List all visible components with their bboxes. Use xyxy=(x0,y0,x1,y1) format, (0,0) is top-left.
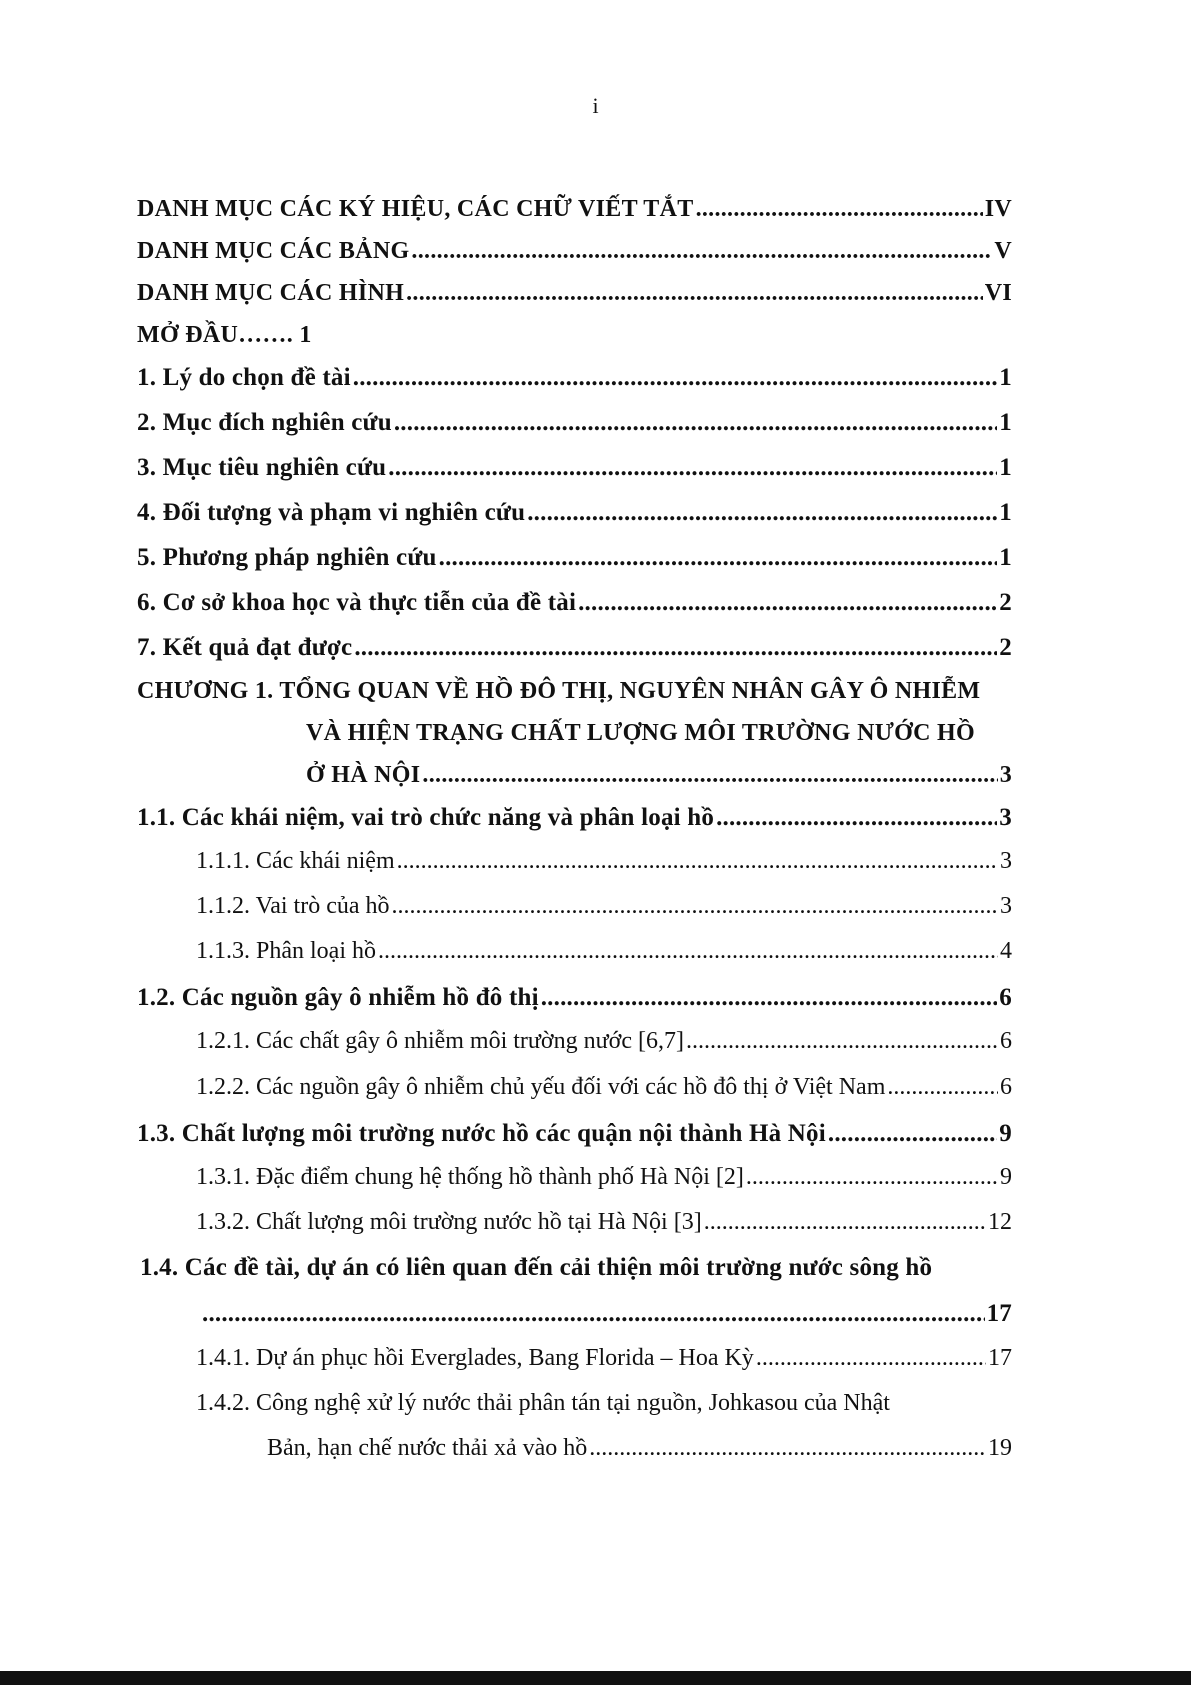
toc-entry-page: 3 xyxy=(1000,848,1012,874)
toc-entry-tables[interactable] xyxy=(137,238,1012,265)
toc-entry-text: 7. Kết quả đạt được xyxy=(137,634,353,661)
toc-entry-page: 6 xyxy=(1000,1074,1012,1100)
toc-entry-text: 1.2. Các nguồn gây ô nhiễm hồ đô thị xyxy=(137,984,539,1011)
dot-leader xyxy=(354,634,997,662)
toc-entry-text: 2. Mục đích nghiên cứu xyxy=(137,409,392,436)
dot-leader xyxy=(756,1345,986,1372)
toc-entry-text: Ở HÀ NỘI xyxy=(306,762,421,788)
toc-entry-1-4-end[interactable] xyxy=(200,1300,1012,1328)
toc-entry-chapter-1-cont xyxy=(306,720,1012,747)
toc-entry-page: 3 xyxy=(999,804,1012,831)
toc-entry-intro-5[interactable] xyxy=(137,544,1012,572)
toc-entry-page: V xyxy=(994,238,1012,264)
dot-leader xyxy=(397,848,998,875)
toc-entry-intro-1[interactable] xyxy=(137,364,1012,392)
toc-entry-page: 1 xyxy=(999,499,1012,526)
toc-entry-1-3[interactable] xyxy=(137,1120,1012,1148)
toc-entry-text: VÀ HIỆN TRẠNG CHẤT LƯỢNG MÔI TRƯỜNG NƯỚC HỒ xyxy=(306,720,975,746)
dot-leader xyxy=(887,1074,998,1101)
toc-entry-text: 1.1.2. Vai trò của hồ xyxy=(196,893,390,919)
toc-entry-1-4-2-end[interactable] xyxy=(267,1435,1012,1462)
toc-entry-intro-7[interactable] xyxy=(137,634,1012,662)
toc-entry-intro-2[interactable] xyxy=(137,409,1012,437)
toc-entry-text: 1.2.2. Các nguồn gây ô nhiễm chủ yếu đối với các hồ đô thị ở Việt Nam xyxy=(196,1074,886,1100)
toc-entry-page: 9 xyxy=(1000,1164,1012,1190)
toc-entry-1-2-2[interactable] xyxy=(196,1074,1012,1101)
toc-entry-1-3-1[interactable] xyxy=(196,1164,1012,1191)
toc-entry-text: 1.3.1. Đặc điểm chung hệ thống hồ thành phố Hà Nội [2] xyxy=(196,1164,744,1190)
toc-entry-page: 2 xyxy=(999,589,1012,616)
toc-entry-1-2-1[interactable] xyxy=(196,1028,1012,1055)
toc-entry-text: Bản, hạn chế nước thải xả vào hồ xyxy=(267,1435,588,1461)
toc-entry-1-1[interactable] xyxy=(137,804,1012,832)
toc-entry-1-1-3[interactable] xyxy=(196,938,1012,965)
toc-entry-page: 3 xyxy=(1000,893,1012,919)
toc-entry-page: 17 xyxy=(986,1300,1012,1327)
toc-entry-1-3-2[interactable] xyxy=(196,1209,1012,1236)
toc-entry-text: 5. Phương pháp nghiên cứu xyxy=(137,544,437,571)
toc-entry-page: 19 xyxy=(988,1435,1012,1461)
toc-entry-page: 9 xyxy=(999,1120,1012,1147)
toc-entry-1-2[interactable] xyxy=(137,984,1012,1012)
dot-leader xyxy=(527,499,997,527)
toc-entry-chapter-1-end[interactable] xyxy=(306,762,1012,789)
toc-entry-text: MỞ ĐẦU……. 1 xyxy=(137,322,312,348)
toc-entry-text: DANH MỤC CÁC HÌNH xyxy=(137,280,405,306)
dot-leader xyxy=(716,804,997,832)
dot-leader xyxy=(422,762,997,789)
page-bottom-border xyxy=(0,1671,1191,1685)
toc-entry-intro-4[interactable] xyxy=(137,499,1012,527)
dot-leader xyxy=(394,409,997,437)
dot-leader xyxy=(392,893,998,920)
dot-leader xyxy=(411,238,992,265)
toc-entry-1-4[interactable] xyxy=(140,1254,1015,1282)
dot-leader xyxy=(406,280,983,307)
toc-entry-page: 12 xyxy=(988,1209,1012,1235)
toc-entry-page: 4 xyxy=(1000,938,1012,964)
toc-entry-text: 1. Lý do chọn đề tài xyxy=(137,364,351,391)
dot-leader xyxy=(202,1300,985,1328)
dot-leader xyxy=(388,454,997,482)
dot-leader xyxy=(378,938,998,965)
toc-entry-chapter-1[interactable] xyxy=(137,678,1012,705)
toc-entry-page: VI xyxy=(984,280,1012,306)
page-number: i xyxy=(592,93,599,118)
toc-entry-text: DANH MỤC CÁC BẢNG xyxy=(137,238,410,264)
dot-leader xyxy=(541,984,998,1012)
toc-entry-page: 1 xyxy=(999,364,1012,391)
toc-entry-page: 2 xyxy=(999,634,1012,661)
toc-entry-figures[interactable] xyxy=(137,280,1012,307)
toc-entry-text: 1.3.2. Chất lượng môi trường nước hồ tại Hà Nội [3] xyxy=(196,1209,702,1235)
toc-entry-text: 1.1. Các khái niệm, vai trò chức năng và phân loại hồ xyxy=(137,804,715,831)
toc-entry-page: 6 xyxy=(1000,1028,1012,1054)
dot-leader xyxy=(589,1435,986,1462)
toc-entry-1-1-1[interactable] xyxy=(196,848,1012,875)
toc-entry-text: 6. Cơ sở khoa học và thực tiễn của đề tài xyxy=(137,589,577,616)
toc-entry-text: 3. Mục tiêu nghiên cứu xyxy=(137,454,387,481)
toc-entry-abbreviations[interactable] xyxy=(137,196,1012,223)
dot-leader xyxy=(704,1209,986,1236)
toc-entry-page: 1 xyxy=(999,454,1012,481)
dot-leader xyxy=(696,196,983,223)
toc-entry-introduction[interactable] xyxy=(137,322,1012,349)
dot-leader xyxy=(353,364,998,392)
toc-entry-text: 1.4.2. Công nghệ xử lý nước thải phân tán tại nguồn, Johkasou của Nhật xyxy=(196,1390,890,1416)
toc-entry-text: 1.2.1. Các chất gây ô nhiễm môi trường nước [6,7] xyxy=(196,1028,684,1054)
toc-entry-intro-6[interactable] xyxy=(137,589,1012,617)
toc-entry-1-4-1[interactable] xyxy=(196,1345,1012,1372)
toc-entry-intro-3[interactable] xyxy=(137,454,1012,482)
toc-entry-page: 3 xyxy=(999,762,1012,788)
dot-leader xyxy=(439,544,998,572)
dot-leader xyxy=(686,1028,998,1055)
toc-entry-text: 1.1.3. Phân loại hồ xyxy=(196,938,376,964)
toc-entry-text: 1.4.1. Dự án phục hồi Everglades, Bang Florida – Hoa Kỳ xyxy=(196,1345,754,1371)
toc-entry-page: 6 xyxy=(999,984,1012,1011)
toc-entry-page: 17 xyxy=(988,1345,1012,1371)
toc-entry-text: 1.3. Chất lượng môi trường nước hồ các quận nội thành Hà Nội xyxy=(137,1120,826,1147)
toc-entry-1-1-2[interactable] xyxy=(196,893,1012,920)
dot-leader xyxy=(746,1164,998,1191)
toc-entry-page: 1 xyxy=(999,409,1012,436)
toc-entry-text: CHƯƠNG 1. TỔNG QUAN VỀ HỒ ĐÔ THỊ, NGUYÊN NHÂN GÂY Ô NHIỄM xyxy=(137,678,981,704)
toc-entry-page: IV xyxy=(984,196,1012,222)
toc-entry-page: 1 xyxy=(999,544,1012,571)
toc-entry-text: 1.1.1. Các khái niệm xyxy=(196,848,395,874)
toc-entry-text: 1.4. Các đề tài, dự án có liên quan đến cải thiện môi trường nước sông hồ xyxy=(140,1254,933,1281)
dot-leader xyxy=(578,589,997,617)
toc-entry-text: 4. Đối tượng và phạm vi nghiên cứu xyxy=(137,499,526,526)
toc-entry-text: DANH MỤC CÁC KÝ HIỆU, CÁC CHỮ VIẾT TẮT xyxy=(137,196,694,222)
dot-leader xyxy=(828,1120,997,1148)
toc-entry-1-4-2[interactable] xyxy=(196,1390,1012,1417)
